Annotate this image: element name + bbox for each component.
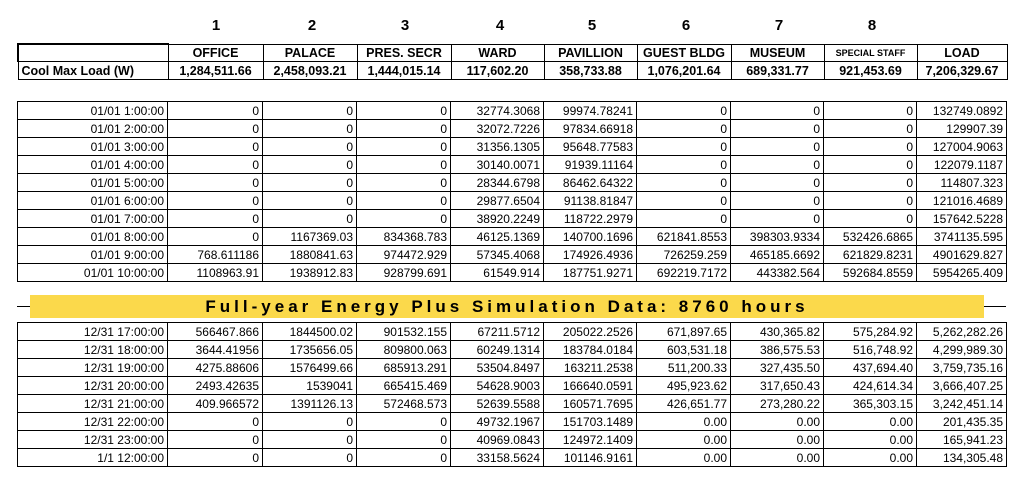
value-cell: 671,897.65: [637, 323, 731, 341]
value-cell: 692219.7172: [637, 264, 731, 282]
value-cell: 91939.11164: [544, 156, 637, 174]
column-number: 2: [307, 17, 317, 34]
value-cell: 0: [637, 120, 731, 138]
column-number: 6: [681, 17, 691, 34]
timestamp-cell: 01/01 9:00:00: [18, 246, 168, 264]
value-cell: 424,614.34: [824, 377, 917, 395]
value-cell: 398303.9334: [731, 228, 824, 246]
value-cell: 592684.8559: [824, 264, 917, 282]
value-cell: 901532.155: [357, 323, 451, 341]
value-cell: 0: [168, 102, 263, 120]
simulation-banner: Full-year Energy Plus Simulation Data: 8760 hours: [30, 295, 984, 318]
value-cell: 665415.469: [357, 377, 451, 395]
column-header-office: OFFICE: [168, 44, 263, 62]
value-cell: 726259.259: [637, 246, 731, 264]
value-cell: 0: [357, 449, 451, 467]
value-cell: 2493.42635: [168, 377, 263, 395]
value-cell: 95648.77583: [544, 138, 637, 156]
value-cell: 33158.5624: [451, 449, 544, 467]
value-cell: 0.00: [731, 449, 824, 467]
value-cell: 443382.564: [731, 264, 824, 282]
value-cell: 0: [637, 102, 731, 120]
value-cell: 151703.1489: [544, 413, 637, 431]
value-cell: 52639.5588: [451, 395, 544, 413]
column-number: 8: [867, 17, 877, 34]
value-cell: 621841.8553: [637, 228, 731, 246]
value-cell: 0: [168, 120, 263, 138]
timestamp-cell: 12/31 17:00:00: [18, 323, 168, 341]
value-cell: 124972.1409: [544, 431, 637, 449]
value-cell: 1880841.63: [263, 246, 357, 264]
value-cell: 0: [168, 210, 263, 228]
value-cell: 834368.783: [357, 228, 451, 246]
column-number: 1: [211, 17, 221, 34]
value-cell: 0: [824, 138, 917, 156]
value-cell: 0: [357, 431, 451, 449]
value-cell: 54628.9003: [451, 377, 544, 395]
value-cell: 0: [824, 210, 917, 228]
value-cell: 0: [637, 192, 731, 210]
value-cell: 183784.0184: [544, 341, 637, 359]
timestamp-cell: 12/31 19:00:00: [18, 359, 168, 377]
value-cell: 165,941.23: [917, 431, 1007, 449]
value-cell: 5954265.409: [917, 264, 1007, 282]
value-cell: 0: [357, 102, 451, 120]
value-cell: 0: [824, 156, 917, 174]
timestamp-cell: 12/31 20:00:00: [18, 377, 168, 395]
value-cell: 0: [263, 174, 357, 192]
value-cell: 495,923.62: [637, 377, 731, 395]
value-cell: 31356.1305: [451, 138, 544, 156]
value-cell: 160571.7695: [544, 395, 637, 413]
value-cell: 0: [357, 138, 451, 156]
value-cell: 99974.78241: [544, 102, 637, 120]
value-cell: 3,666,407.25: [917, 377, 1007, 395]
value-cell: 60249.1314: [451, 341, 544, 359]
value-cell: 28344.6798: [451, 174, 544, 192]
hourly-table-bottom: [17, 322, 1007, 467]
value-cell: 0: [263, 449, 357, 467]
value-cell: 32072.7226: [451, 120, 544, 138]
value-cell: 1391126.13: [263, 395, 357, 413]
value-cell: 30140.0071: [451, 156, 544, 174]
value-cell: 0.00: [731, 413, 824, 431]
table-row: [18, 359, 1007, 377]
value-cell: 0: [731, 120, 824, 138]
value-cell: 0: [263, 413, 357, 431]
timestamp-cell: 01/01 1:00:00: [18, 102, 168, 120]
value-cell: 327,435.50: [731, 359, 824, 377]
max-load-cell: 117,602.20: [451, 62, 544, 80]
column-number-row: [0, 17, 1024, 37]
column-header-ward: WARD: [451, 44, 544, 62]
max-load-cell: 358,733.88: [544, 62, 637, 80]
column-header-palace: PALACE: [263, 44, 357, 62]
column-header-special-staff: SPECIAL STAFF: [824, 44, 917, 62]
value-cell: 1108963.91: [168, 264, 263, 282]
max-load-label: Cool Max Load (W): [18, 62, 168, 80]
value-cell: 437,694.40: [824, 359, 917, 377]
value-cell: 174926.4936: [544, 246, 637, 264]
value-cell: 61549.914: [451, 264, 544, 282]
column-header-pavillion: PAVILLION: [544, 44, 637, 62]
value-cell: 0: [168, 413, 263, 431]
timestamp-cell: 1/1 12:00:00: [18, 449, 168, 467]
table-row: [18, 377, 1007, 395]
value-cell: 49732.1967: [451, 413, 544, 431]
value-cell: 365,303.15: [824, 395, 917, 413]
table-row: [18, 395, 1007, 413]
table-row: [18, 228, 1007, 246]
value-cell: 0: [357, 192, 451, 210]
value-cell: 928799.691: [357, 264, 451, 282]
value-cell: 0: [357, 120, 451, 138]
value-cell: 0: [168, 174, 263, 192]
value-cell: 5,262,282.26: [917, 323, 1007, 341]
value-cell: 0: [168, 192, 263, 210]
value-cell: 0: [637, 138, 731, 156]
value-cell: 1844500.02: [263, 323, 357, 341]
value-cell: 163211.2538: [544, 359, 637, 377]
table-row: [18, 174, 1007, 192]
value-cell: 132749.0892: [917, 102, 1007, 120]
value-cell: 0: [731, 156, 824, 174]
value-cell: 57345.4068: [451, 246, 544, 264]
column-header-load: LOAD: [917, 44, 1007, 62]
value-cell: 205022.2526: [544, 323, 637, 341]
value-cell: 121016.4689: [917, 192, 1007, 210]
value-cell: 0: [731, 138, 824, 156]
value-cell: 187751.9271: [544, 264, 637, 282]
max-load-row: [18, 62, 1007, 80]
value-cell: 974472.929: [357, 246, 451, 264]
header-table: [17, 43, 1008, 80]
value-cell: 0: [637, 174, 731, 192]
value-cell: 166640.0591: [544, 377, 637, 395]
column-number: 3: [400, 17, 410, 34]
value-cell: 0: [357, 156, 451, 174]
table-row: [18, 246, 1007, 264]
value-cell: 511,200.33: [637, 359, 731, 377]
value-cell: 127004.9063: [917, 138, 1007, 156]
value-cell: 0: [168, 156, 263, 174]
value-cell: 0.00: [637, 413, 731, 431]
value-cell: 1735656.05: [263, 341, 357, 359]
value-cell: 0: [824, 174, 917, 192]
value-cell: 273,280.22: [731, 395, 824, 413]
value-cell: 32774.3068: [451, 102, 544, 120]
value-cell: 0.00: [824, 413, 917, 431]
value-cell: 67211.5712: [451, 323, 544, 341]
timestamp-cell: 12/31 23:00:00: [18, 431, 168, 449]
timestamp-cell: 01/01 6:00:00: [18, 192, 168, 210]
value-cell: 768.611186: [168, 246, 263, 264]
value-cell: 409.966572: [168, 395, 263, 413]
value-cell: 0.00: [731, 431, 824, 449]
value-cell: 3741135.595: [917, 228, 1007, 246]
value-cell: 0: [637, 156, 731, 174]
column-number: 4: [495, 17, 505, 34]
value-cell: 3,242,451.14: [917, 395, 1007, 413]
hourly-table-top: [17, 101, 1007, 282]
value-cell: 201,435.35: [917, 413, 1007, 431]
value-cell: 4,299,989.30: [917, 341, 1007, 359]
value-cell: 40969.0843: [451, 431, 544, 449]
value-cell: 516,748.92: [824, 341, 917, 359]
value-cell: 1539041: [263, 377, 357, 395]
value-cell: 129907.39: [917, 120, 1007, 138]
value-cell: 97834.66918: [544, 120, 637, 138]
value-cell: 1576499.66: [263, 359, 357, 377]
value-cell: 0: [263, 192, 357, 210]
value-cell: 566467.866: [168, 323, 263, 341]
table-row: [18, 431, 1007, 449]
value-cell: 0: [168, 228, 263, 246]
value-cell: 0: [731, 210, 824, 228]
timestamp-cell: 12/31 22:00:00: [18, 413, 168, 431]
value-cell: 572468.573: [357, 395, 451, 413]
value-cell: 0: [263, 138, 357, 156]
divider-line: [984, 306, 1006, 307]
timestamp-cell: 01/01 8:00:00: [18, 228, 168, 246]
value-cell: 575,284.92: [824, 323, 917, 341]
max-load-cell: 1,444,015.14: [357, 62, 451, 80]
value-cell: 122079.1187: [917, 156, 1007, 174]
value-cell: 685913.291: [357, 359, 451, 377]
max-load-cell: 7,206,329.67: [917, 62, 1007, 80]
value-cell: 465185.6692: [731, 246, 824, 264]
value-cell: 0.00: [824, 431, 917, 449]
timestamp-cell: 01/01 7:00:00: [18, 210, 168, 228]
value-cell: 386,575.53: [731, 341, 824, 359]
value-cell: 3644.41956: [168, 341, 263, 359]
value-cell: 3,759,735.16: [917, 359, 1007, 377]
value-cell: 0.00: [637, 449, 731, 467]
table-row: [18, 341, 1007, 359]
value-cell: 0: [731, 192, 824, 210]
value-cell: 140700.1696: [544, 228, 637, 246]
value-cell: 118722.2979: [544, 210, 637, 228]
value-cell: 317,650.43: [731, 377, 824, 395]
header-corner: [18, 44, 168, 62]
value-cell: 0.00: [637, 431, 731, 449]
value-cell: 157642.5228: [917, 210, 1007, 228]
value-cell: 0: [263, 102, 357, 120]
table-row: [18, 449, 1007, 467]
table-row: [18, 138, 1007, 156]
column-header-guest-bldg: GUEST BLDG: [637, 44, 731, 62]
value-cell: 0: [263, 431, 357, 449]
column-header-museum: MUSEUM: [731, 44, 824, 62]
value-cell: 0: [824, 120, 917, 138]
timestamp-cell: 01/01 4:00:00: [18, 156, 168, 174]
value-cell: 1938912.83: [263, 264, 357, 282]
value-cell: 809800.063: [357, 341, 451, 359]
table-row: [18, 323, 1007, 341]
max-load-cell: 1,076,201.64: [637, 62, 731, 80]
value-cell: 114807.323: [917, 174, 1007, 192]
column-number: 7: [774, 17, 784, 34]
value-cell: 0: [357, 174, 451, 192]
max-load-cell: 921,453.69: [824, 62, 917, 80]
timestamp-cell: 01/01 3:00:00: [18, 138, 168, 156]
value-cell: 0: [637, 210, 731, 228]
value-cell: 0: [168, 138, 263, 156]
timestamp-cell: 01/01 10:00:00: [18, 264, 168, 282]
divider-line: [17, 306, 30, 307]
value-cell: 0: [731, 102, 824, 120]
table-row: [18, 102, 1007, 120]
value-cell: 0: [263, 210, 357, 228]
value-cell: 426,651.77: [637, 395, 731, 413]
header-row: [18, 44, 1007, 62]
value-cell: 0: [731, 174, 824, 192]
max-load-cell: 689,331.77: [731, 62, 824, 80]
value-cell: 0: [168, 449, 263, 467]
table-row: [18, 192, 1007, 210]
value-cell: 0: [263, 120, 357, 138]
value-cell: 0: [824, 192, 917, 210]
value-cell: 91138.81847: [544, 192, 637, 210]
table-row: [18, 264, 1007, 282]
value-cell: 0: [168, 431, 263, 449]
value-cell: 0: [824, 102, 917, 120]
timestamp-cell: 12/31 18:00:00: [18, 341, 168, 359]
table-row: [18, 156, 1007, 174]
value-cell: 38920.2249: [451, 210, 544, 228]
max-load-cell: 1,284,511.66: [168, 62, 263, 80]
value-cell: 4901629.827: [917, 246, 1007, 264]
value-cell: 0.00: [824, 449, 917, 467]
value-cell: 532426.6865: [824, 228, 917, 246]
table-row: [18, 120, 1007, 138]
value-cell: 603,531.18: [637, 341, 731, 359]
value-cell: 4275.88606: [168, 359, 263, 377]
value-cell: 101146.9161: [544, 449, 637, 467]
value-cell: 134,305.48: [917, 449, 1007, 467]
table-row: [18, 413, 1007, 431]
timestamp-cell: 01/01 2:00:00: [18, 120, 168, 138]
value-cell: 86462.64322: [544, 174, 637, 192]
table-row: [18, 210, 1007, 228]
value-cell: 1167369.03: [263, 228, 357, 246]
value-cell: 430,365.82: [731, 323, 824, 341]
value-cell: 29877.6504: [451, 192, 544, 210]
timestamp-cell: 01/01 5:00:00: [18, 174, 168, 192]
column-number: 5: [587, 17, 597, 34]
value-cell: 46125.1369: [451, 228, 544, 246]
column-header-pres-secr: PRES. SECR: [357, 44, 451, 62]
max-load-cell: 2,458,093.21: [263, 62, 357, 80]
value-cell: 0: [357, 413, 451, 431]
value-cell: 0: [263, 156, 357, 174]
value-cell: 53504.8497: [451, 359, 544, 377]
value-cell: 621829.8231: [824, 246, 917, 264]
value-cell: 0: [357, 210, 451, 228]
timestamp-cell: 12/31 21:00:00: [18, 395, 168, 413]
